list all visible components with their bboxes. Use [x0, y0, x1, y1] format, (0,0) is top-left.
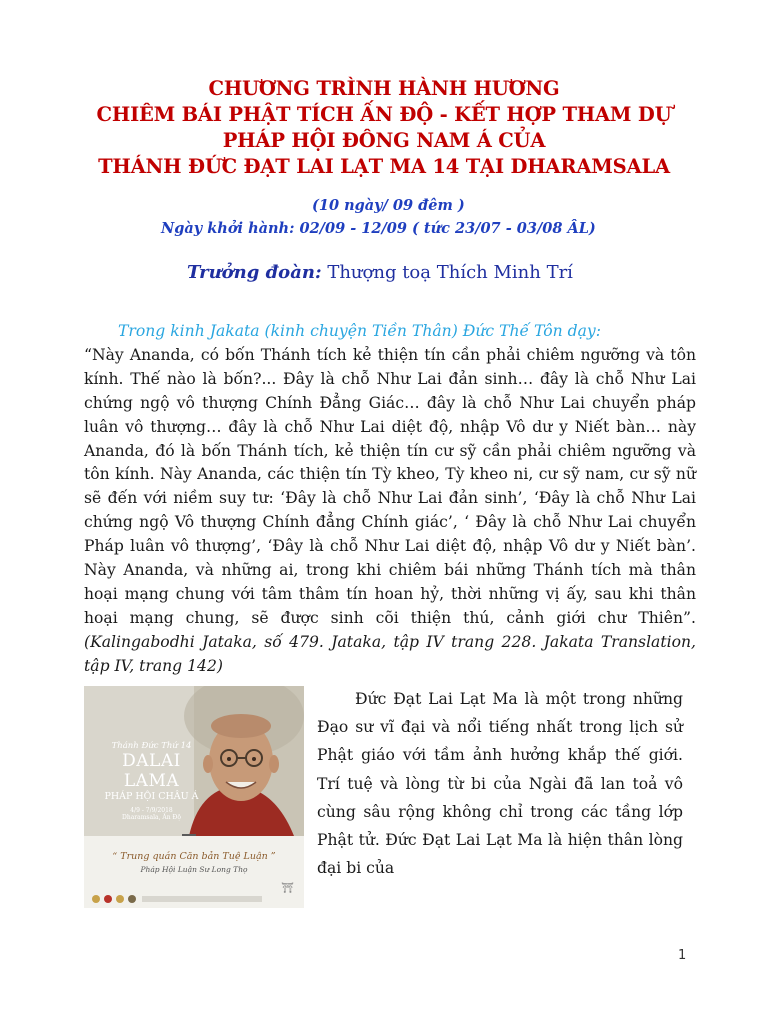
title-line-3: PHÁP HỘI ĐÔNG NAM Á CỦA: [222, 129, 546, 152]
quote-citation: (Kalingabodhi Jataka, số 479. Jataka, tập IV trang 228. Jakata Translation, tập IV, trang 142): [84, 632, 696, 675]
trip-duration: (10 ngày/ 09 đêm ): [312, 197, 465, 214]
departure-dates: Ngày khởi hành: 02/09 - 12/09 ( tức 23/07 - 03/08 ÂL): [161, 220, 596, 237]
scripture-quote: [84, 320, 696, 679]
poster-caption: [104, 741, 199, 821]
poster-subtitle: Thánh Đức Thứ 14: [111, 741, 192, 751]
dalai-lama-poster: [84, 686, 304, 908]
title-line-4: THÁNH ĐỨC ĐẠT LAI LẠT MA 14 TẠI DHARAMSALA: [98, 155, 670, 178]
poster-event: PHÁP HỘI CHÂU Á: [104, 791, 199, 802]
poster-teaching-sub: Pháp Hội Luận Sư Long Thọ: [140, 865, 248, 874]
quote-intro: Trong kinh Jakata (kinh chuyện Tiền Thân) Đức Thế Tôn dạy:: [118, 322, 601, 340]
group-leader: [187, 262, 573, 283]
svg-text:⛩: ⛩: [281, 883, 294, 894]
leader-label: Trưởng đoàn:: [187, 262, 322, 283]
leader-name: Thượng toạ Thích Minh Trí: [327, 262, 573, 283]
program-title: [40, 76, 728, 180]
title-line-2: CHIÊM BÁI PHẬT TÍCH ẤN ĐỘ - KẾT HỢP THAM DỰ: [96, 103, 672, 126]
page-number: 1: [678, 948, 687, 963]
poster-name: DALAI LAMA: [122, 751, 181, 791]
poster-teaching: [84, 851, 304, 874]
dalai-lama-paragraph: Đức Đạt Lai Lạt Ma là một trong những Đạo sư vĩ đại và nổi tiếng nhất trong lịch sử Phật giáo với tầm ảnh hưởng khắp thế giới. Trí tuệ và lòng từ bi của Ngài đã lan toả vô cùng sâu rộng không chỉ trong các tầng lớp Phật tử. Đức Đạt Lai Lạt Ma là hiện thân lòng đại bi của: [317, 690, 683, 878]
poster-place: Dharamsala, Ấn Độ: [122, 814, 181, 821]
quote-body: “Này Ananda, có bốn Thánh tích kẻ thiện tín cần phải chiêm ngưỡng và tôn kính. Thế nào là bốn?... Đây là chỗ Như Lai đản sinh… đây là chỗ Như Lai chứng ngộ vô thượng Chính Đẳng Giác… đây là chỗ Như Lai chuyển pháp luân vô thượng… đây là chỗ Như Lai diệt độ, nhập Vô dư y Niết bàn… này Ananda, đó là bốn Thánh tích, kẻ thiện tín cư sỹ cần phải chiêm ngưỡng và tôn kính. Này Ananda, các thiện tín Tỳ kheo, Tỳ kheo ni, cư sỹ nam, cư sỹ nữ sẽ đến với niềm suy tư: ‘Đây là chỗ Như Lai đản sinh’, ‘Đây là chỗ Như Lai chứng ngộ Vô thượng Chính đẳng Chính giác’, ‘ Đây là chỗ Như Lai chuyển Pháp luân vô thượng’, ‘Đây là chỗ Như Lai diệt độ, nhập Vô dư y Niết bàn’. Này Ananda, và những ai, trong khi chiêm bái những Thánh tích mà thân hoại mạng chung với tâm thâm tín hoan hỷ, thời những vị ấy, sau khi thân hoại mạng chung, sẽ được sinh cõi thiện thú, cảnh giới chư Thiên”.: [84, 345, 696, 627]
title-line-1: CHƯƠNG TRÌNH HÀNH HƯƠNG: [208, 77, 560, 100]
poster-teaching-title: “ Trung quán Căn bản Tuệ Luận ”: [112, 851, 276, 862]
poster-dates: 4/9 - 7/9/2018: [130, 807, 173, 814]
